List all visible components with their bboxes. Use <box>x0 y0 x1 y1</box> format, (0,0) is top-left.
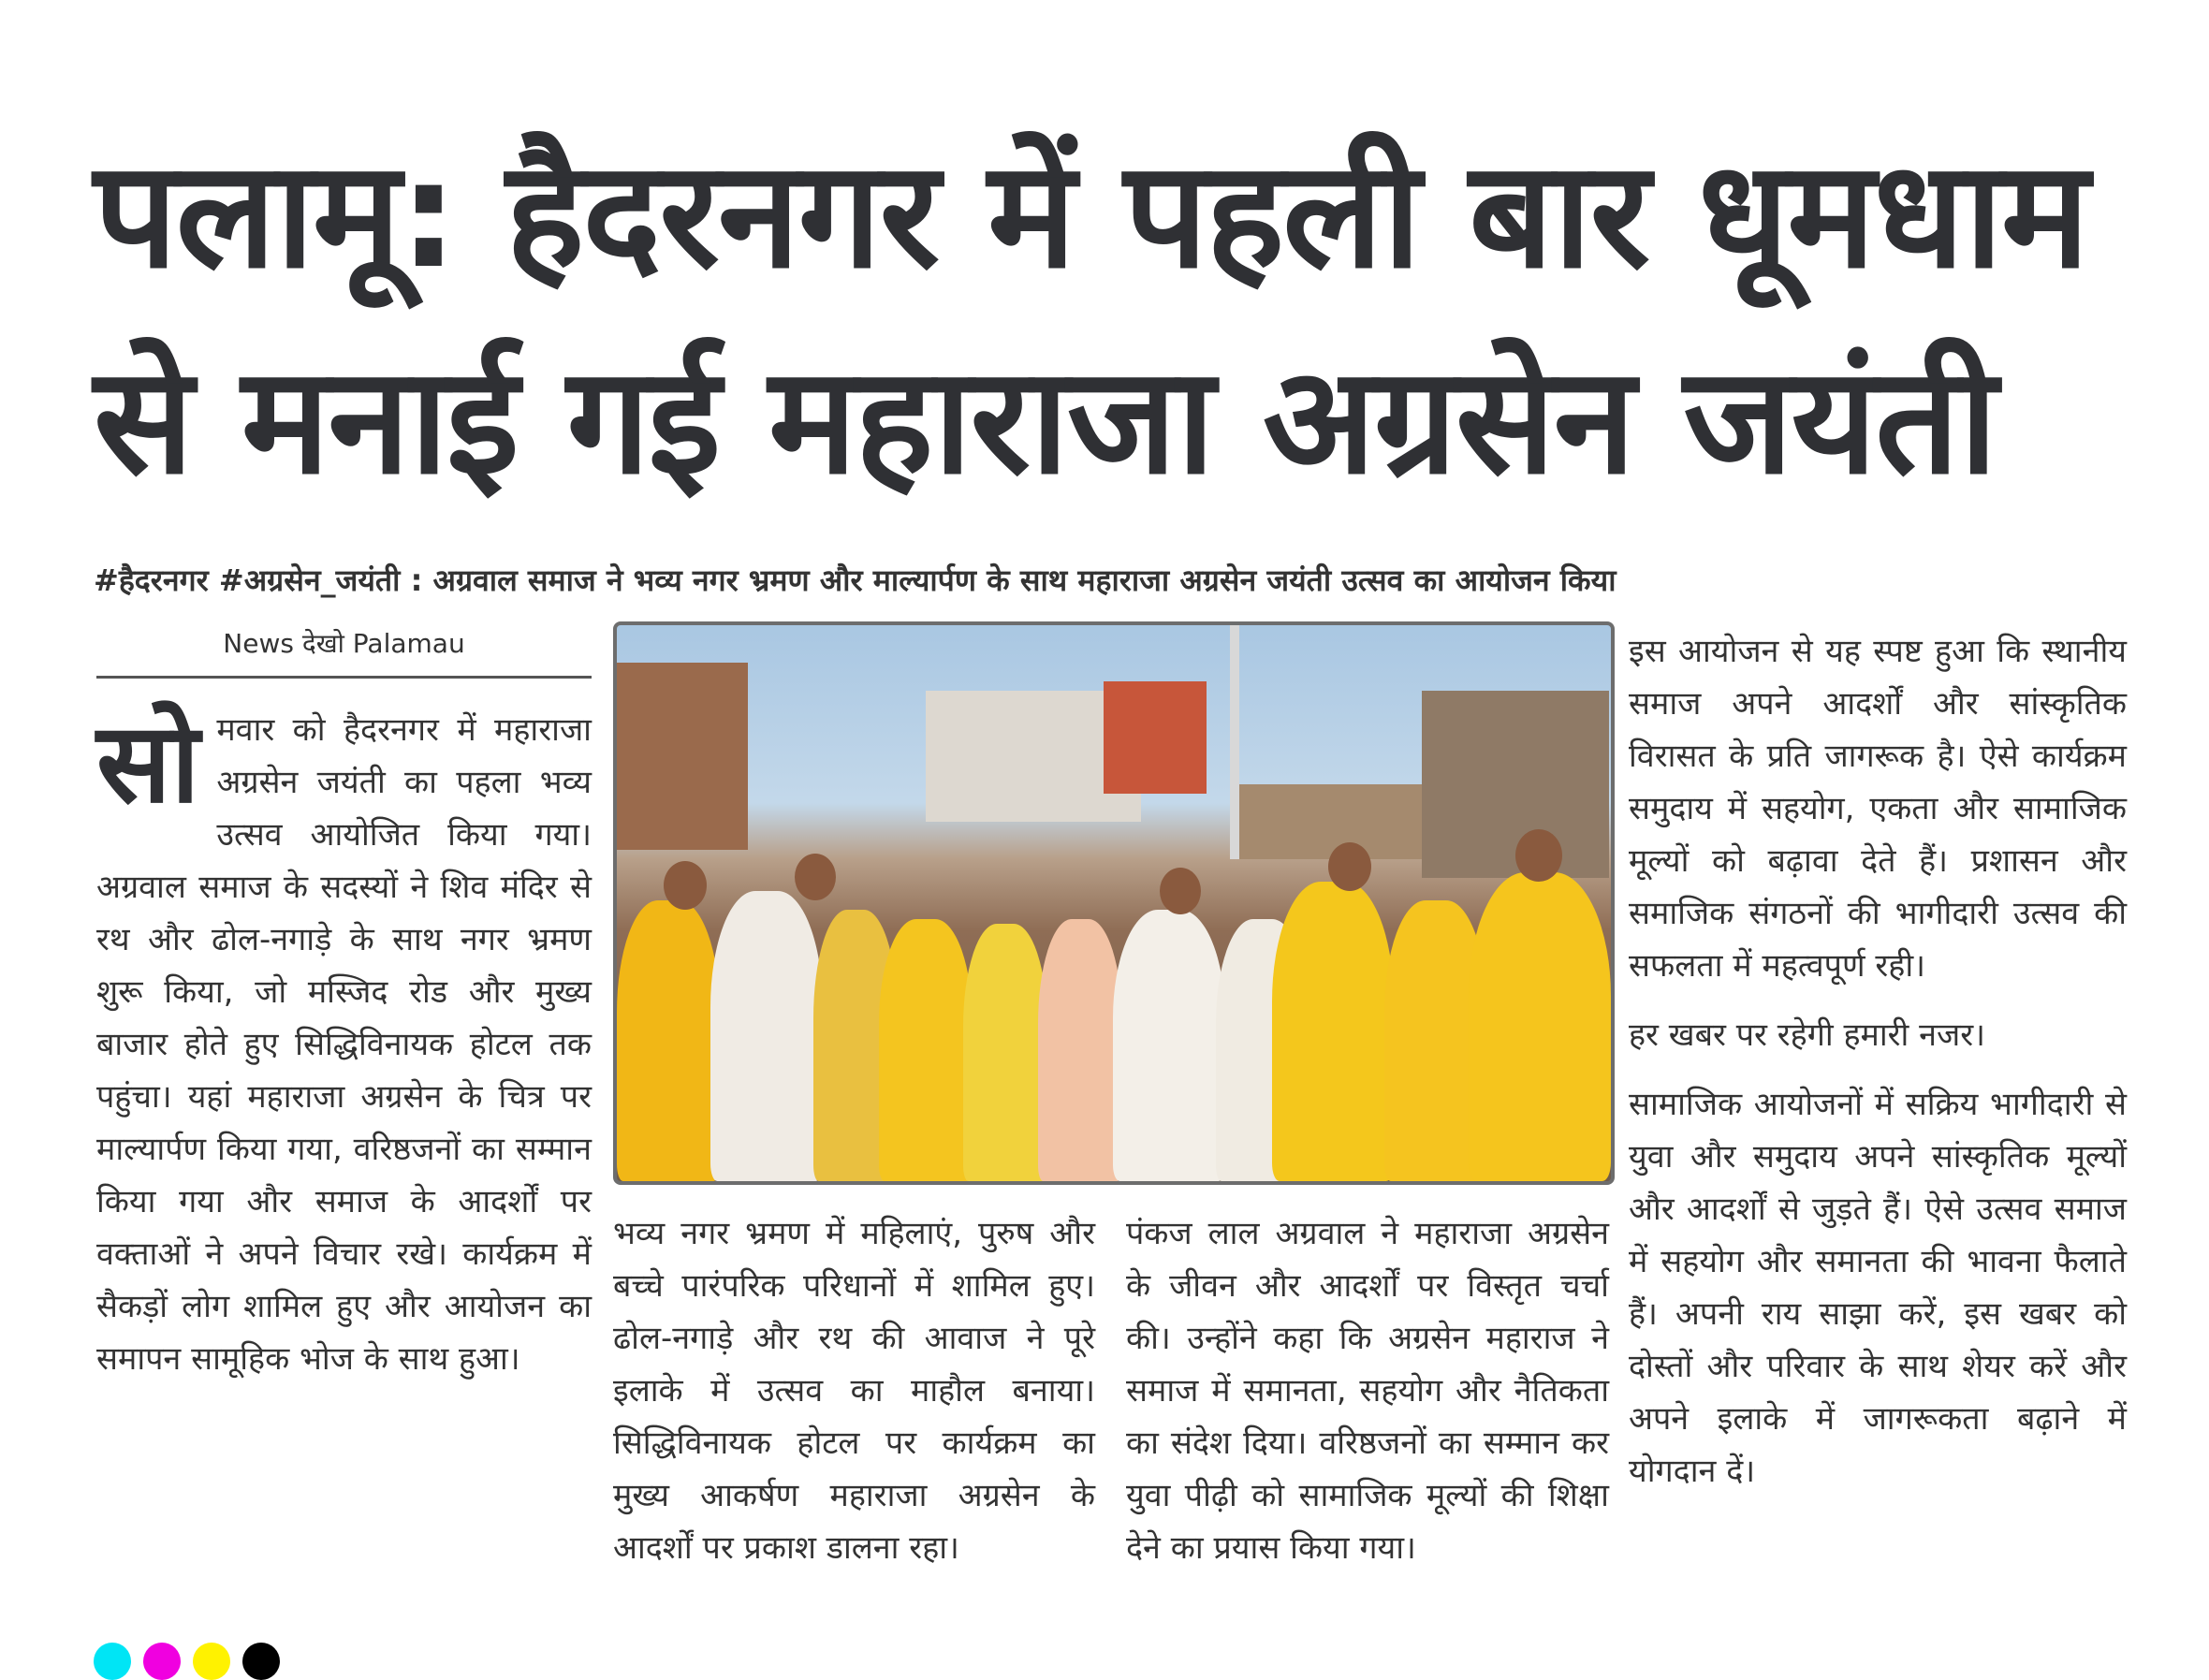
head <box>1328 842 1371 891</box>
article-text: मवार को हैदरनगर में महाराजा अग्रसेन जयंती का पहला भव्य उत्सव आयोजित किया गया। अग्रवाल समाज के सदस्यों ने शिव मंदिर से रथ और ढोल-नगाड़े के साथ नगर भ्रमण शुरू किया, जो मस्जिद रोड और मुख्य बाजार होते हुए सिद्धिविनायक होटल तक पहुंचा। यहां महाराजा अग्रसेन के चित्र पर माल्यार्पण किया गया, वरिष्ठजनों का सम्मान किया गया और समाज के आदर्शों पर वक्ताओं ने अपने विचार रखे। कार्यक्रम में सैकड़ों लोग शामिल हुए और आयोजन का समापन सामूहिक भोज के साथ हुआ। <box>96 711 592 1378</box>
black-dot <box>242 1643 280 1680</box>
person <box>1272 882 1394 1181</box>
head <box>1160 868 1201 914</box>
pole <box>1230 625 1239 859</box>
byline-divider <box>96 676 592 679</box>
paragraph: हर खबर पर रहेगी हमारी नजर। <box>1629 1016 1986 1054</box>
headline-line-2: से मनाई गई महाराजा अग्रसेन जयंती <box>94 335 1997 507</box>
head <box>795 854 836 900</box>
yellow-dot <box>193 1643 230 1680</box>
person <box>1113 910 1225 1181</box>
subheadline: #हैदरनगर #अग्रसेन_जयंती : अग्रवाल समाज ने भव्य नगर भ्रमण और माल्यार्पण के साथ महाराजा अग्रसेन जयंती उत्सव का आयोजन किया <box>94 562 1617 598</box>
article-column-4 <box>1629 625 2127 1514</box>
crowd <box>617 837 1611 1181</box>
article-photo <box>613 621 1615 1185</box>
person <box>710 891 823 1181</box>
drop-cap: सो <box>96 698 200 827</box>
paragraph: इस आयोजन से यह स्पष्ट हुआ कि स्थानीय समाज अपने आदर्शों और सांस्कृतिक विरासत के प्रति जागरूक है। ऐसे कार्यक्रम समुदाय में सहयोग, एकता और सामाजिक मूल्यों को बढ़ावा देते हैं। प्रशासन और समाजिक संगठनों की भागीदारी उत्सव की सफलता में महत्वपूर्ण रही। <box>1629 633 2127 985</box>
building <box>617 663 748 850</box>
person <box>963 924 1047 1181</box>
article-column-1 <box>96 698 592 1385</box>
billboard <box>1104 681 1207 794</box>
article-column-3: पंकज लाल अग्रवाल ने महाराजा अग्रसेन के जीवन और आदर्शों पर विस्तृत चर्चा की। उन्होंने कहा कि अग्रसेन महाराज ने समाज में समानता, सहयोग और नैतिकता का संदेश दिया। वरिष्ठजनों का सम्मान कर युवा पीढ़ी को सामाजिक मूल्यों की शिक्षा देने का प्रयास किया गया। <box>1126 1215 1609 1567</box>
magenta-dot <box>143 1643 181 1680</box>
person <box>879 919 973 1181</box>
person <box>1038 919 1122 1181</box>
article-column-2: भव्य नगर भ्रमण में महिलाएं, पुरुष और बच्चे पारंपरिक परिधानों में शामिल हुए। ढोल-नगाड़े और रथ की आवाज ने पूरे इलाके में उत्सव का माहौल बनाया। सिद्धिविनायक होटल पर कार्यक्रम का मुख्य आकर्षण महाराजा अग्रसेन के आदर्शों पर प्रकाश डालना रहा। <box>613 1215 1095 1567</box>
head <box>1515 829 1562 882</box>
person <box>1469 872 1611 1181</box>
headline-line-1: पलामू: हैदरनगर में पहली बार धूमधाम <box>94 129 2088 301</box>
registration-marks <box>94 1643 280 1680</box>
paragraph: सामाजिक आयोजनों में सक्रिय भागीदारी से युवा और समुदाय अपने सांस्कृतिक मूल्यों और आदर्शों से जुड़ते हैं। ऐसे उत्सव समाज में सहयोग और समानता की भावना फैलाते हैं। अपनी राय साझा करें, इस खबर को दोस्तों और परिवार के साथ शेयर करें और अपने इलाके में जागरूकता बढ़ाने में योगदान दें। <box>1629 1086 2127 1490</box>
person <box>617 900 720 1181</box>
byline: News देखो Palamau <box>223 628 465 659</box>
headline <box>94 112 2153 524</box>
cyan-dot <box>94 1643 131 1680</box>
head <box>664 861 707 910</box>
